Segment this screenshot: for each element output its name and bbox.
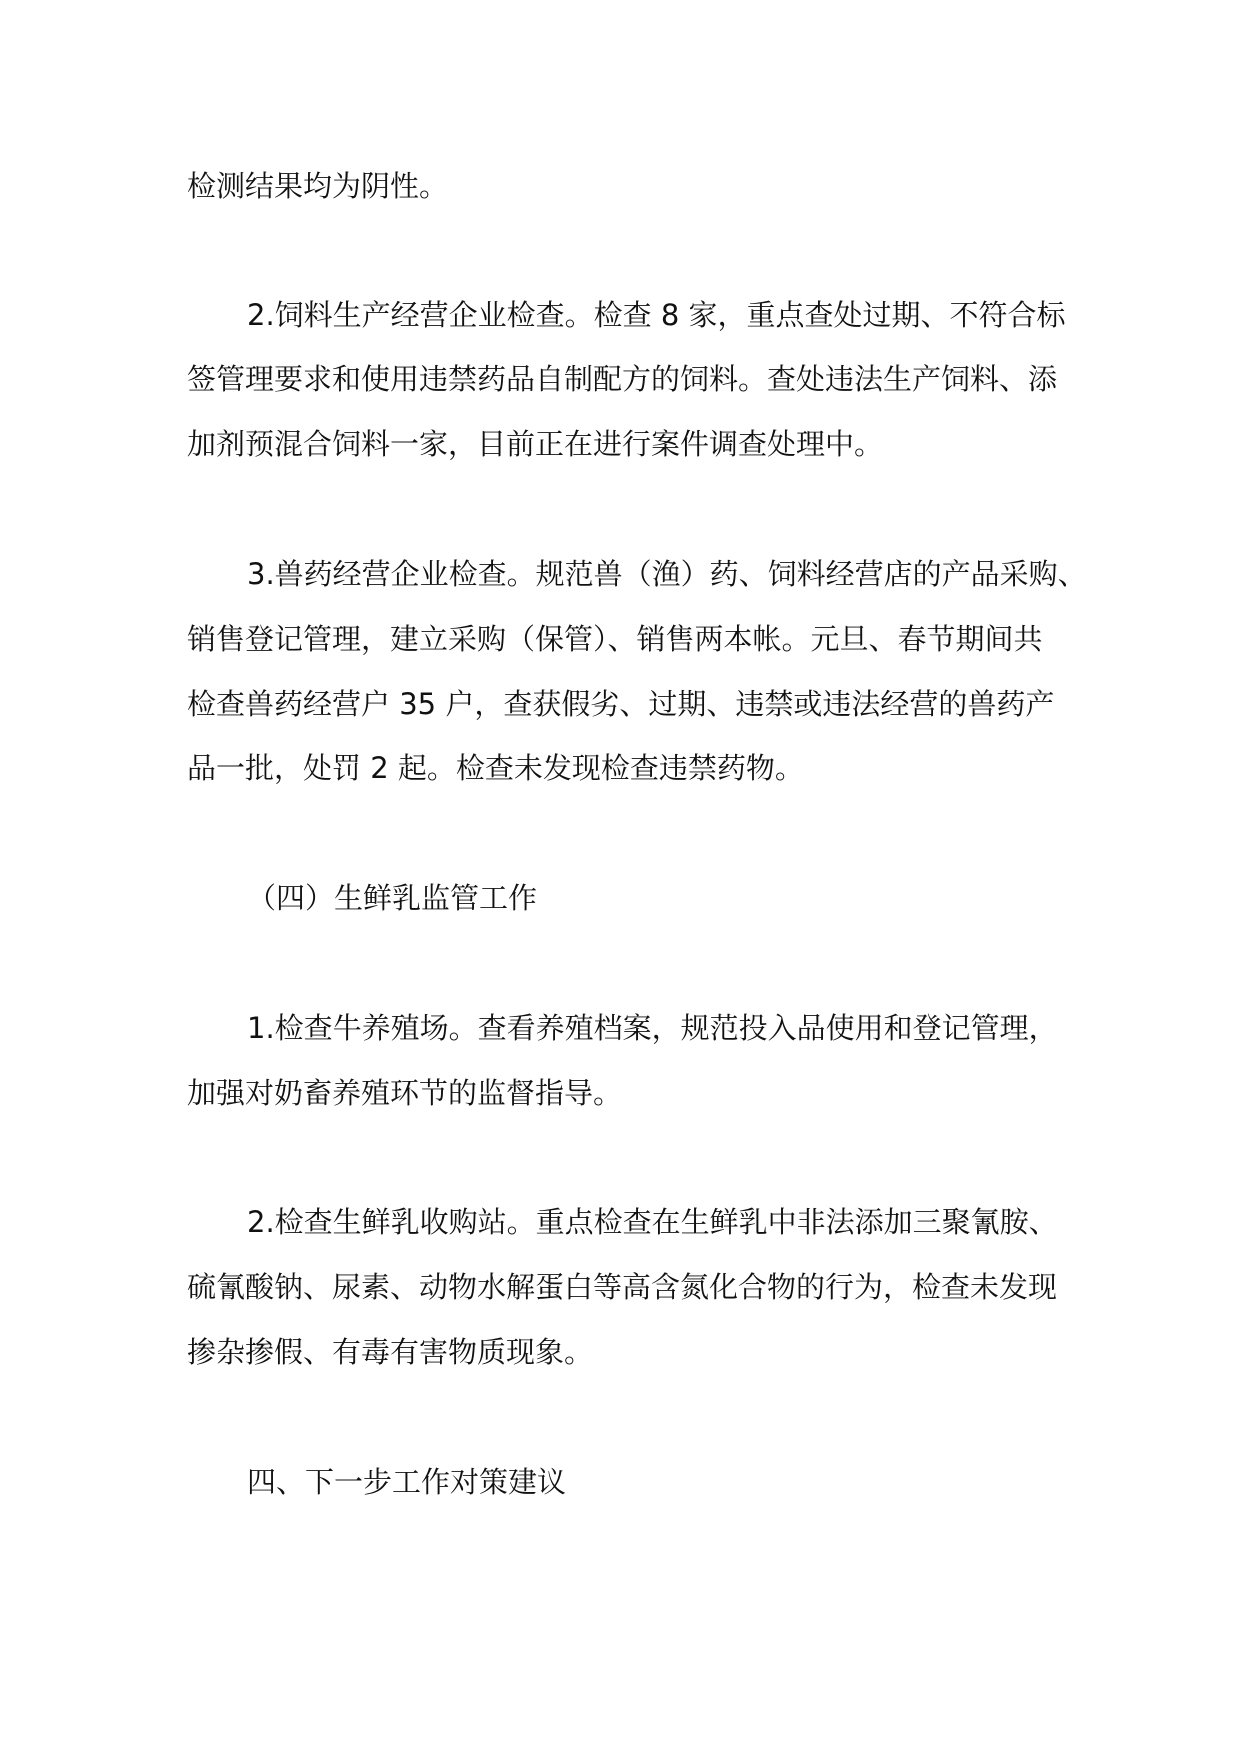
text-line: 1.检查牛养殖场。查看养殖档案，规范投入品使用和登记管理， [247, 1011, 1058, 1045]
section-heading: 四、下一步工作对策建议 [247, 1465, 567, 1499]
text-line: 掺杂掺假、有毒有害物质现象。 [187, 1335, 594, 1369]
text-line: 2.检查生鲜乳收购站。重点检查在生鲜乳中非法添加三聚氰胺、 [247, 1205, 1058, 1239]
text-line: 硫氰酸钠、尿素、动物水解蛋白等高含氮化合物的行为，检查未发现 [187, 1270, 1058, 1304]
text-line: 销售登记管理，建立采购（保管）、销售两本帐。元旦、春节期间共 [187, 622, 1043, 656]
text-line: 检测结果均为阴性。 [187, 169, 449, 203]
text-line: 检查兽药经营户 35 户，查获假劣、过期、违禁或违法经营的兽药产 [187, 687, 1055, 721]
text-line: 2.饲料生产经营企业检查。检查 8 家，重点查处过期、不符合标 [247, 298, 1066, 332]
section-heading: （四）生鲜乳监管工作 [247, 881, 538, 915]
text-line: 3.兽药经营企业检查。规范兽（渔）药、饲料经营店的产品采购、 [247, 557, 1087, 591]
text-line: 加剂预混合饲料一家，目前正在进行案件调查处理中。 [187, 427, 884, 461]
text-line: 加强对奶畜养殖环节的监督指导。 [187, 1076, 623, 1110]
text-line: 品一批，处罚 2 起。检查未发现检查违禁药物。 [187, 751, 804, 785]
text-line: 签管理要求和使用违禁药品自制配方的饲料。查处违法生产饲料、添 [187, 362, 1058, 396]
